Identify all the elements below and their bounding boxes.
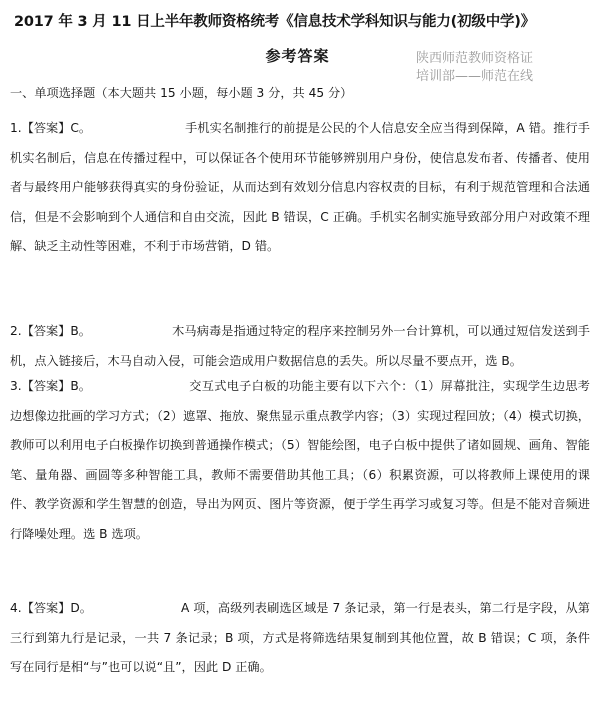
answer-label: 3.【答案】B。 (10, 379, 91, 393)
answer-explanation: A 项，高级列表刷选区域是 7 条记录，第一行是表头，第二行是字段，从第三行到第九行是记录，一共 7 条记录；B 项，方式是将筛选结果复制到其他位置，故 B 错误；C 项，条件写在同行是相“与”也可以说“且”，因此 D 正确。 (10, 601, 590, 674)
answer-label: 4.【答案】D。 (10, 601, 92, 615)
answer-explanation: 木马病毒是指通过特定的程序来控制另外一台计算机，可以通过短信发送到手机，点入链接后，木马自动入侵，可能会造成用户数据信息的丢失。所以尽量不要点开，选 B。 (10, 324, 590, 368)
section-heading-single-choice: 一、单项选择题（本大题共 15 小题，每小题 3 分，共 45 分） (10, 86, 353, 100)
answer-item-3 (10, 372, 590, 549)
watermark-text (416, 50, 591, 86)
answer-item-4 (10, 594, 590, 683)
answer-label: 2.【答案】B。 (10, 324, 91, 338)
document-subtitle: 参考答案 (265, 47, 330, 65)
answer-explanation: 手机实名制推行的前提是公民的个人信息安全应当得到保障，A 错。推行手机实名制后，信息在传播过程中，可以保证各个使用环节能够辨别用户身份，使信息发布者、传播者、使用者与最终用户能够获得真实的身份验证，从而达到有效划分信息内容权责的目标，有利于规范管理和合法通信，但是不会影响到个人通信和自由交流，因此 B 错误，C 正确。手机实名制实施导致部分用户对政策不理解、缺乏主动性等困难，不利于市场营销，D 错。 (10, 121, 590, 253)
watermark-line-1: 陕西师范教师资格证 (416, 51, 534, 66)
answer-item-1 (10, 114, 590, 262)
document-title: 2017 年 3 月 11 日上半年教师资格统考《信息技术学科知识与能力(初级中学)》 (14, 14, 536, 30)
answer-item-2 (10, 317, 590, 376)
watermark-line-2: 培训部——师范在线 (416, 69, 534, 84)
answer-label: 1.【答案】C。 (10, 121, 92, 135)
answer-explanation: 交互式电子白板的功能主要有以下六个：（1）屏幕批注，实现学生边思考边想像边批画的学习方式；（2）遮罩、拖放、聚焦显示重点教学内容；（3）实现过程回放；（4）模式切换，教师可以利用电子白板操作切换到普通操作模式；（5）智能绘图，电子白板中提供了诸如圆规、画角、智能笔、量角器、画圆等多种智能工具，教师不需要借助其他工具；（6）积累资源，可以将教师上课使用的课件、教学资源和学生智慧的创造，导出为网页、图片等资源，便于学生再学习或复习等。但是不能对音频进行降噪处理。选 B 选项。 (10, 379, 590, 541)
